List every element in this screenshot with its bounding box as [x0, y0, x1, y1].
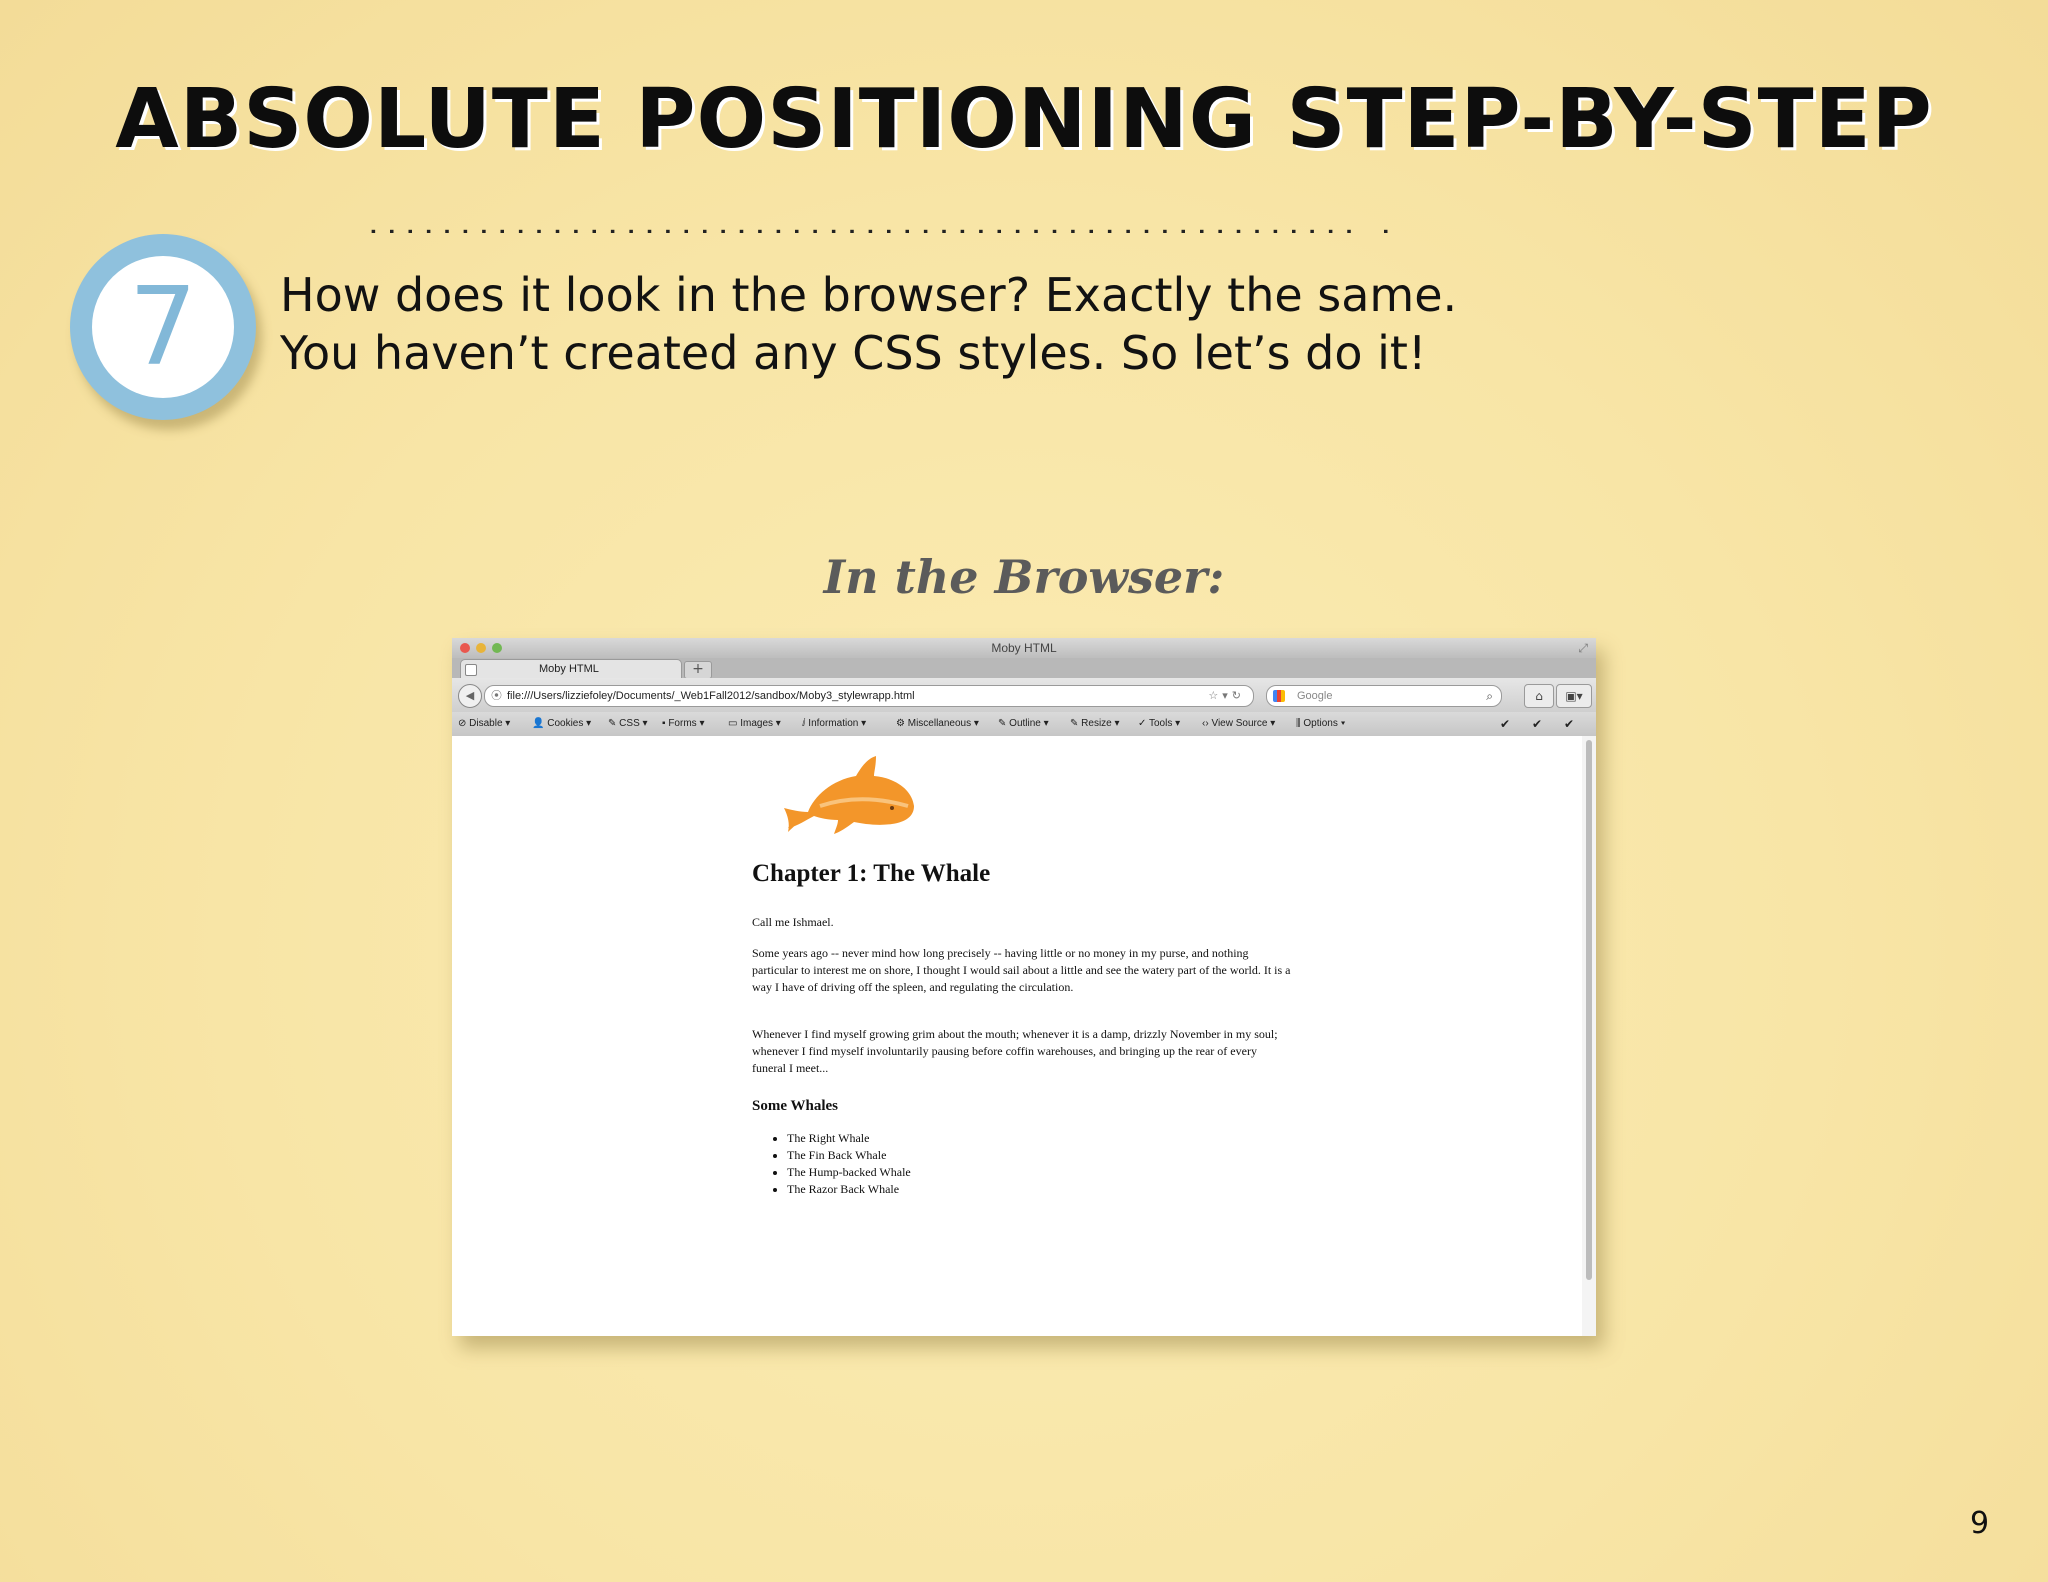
devbar-tools[interactable]: ✓ Tools ▾: [1138, 718, 1181, 729]
fullscreen-icon[interactable]: ⤢: [1578, 641, 1588, 655]
tab-label: Moby HTML: [539, 663, 599, 675]
devbar-css[interactable]: ✎ CSS ▾: [608, 718, 648, 729]
scrollbar-thumb[interactable]: [1586, 740, 1592, 1280]
paragraph-2: Some years ago -- never mind how long precisely -- having little or no money in my purse, and nothing particular to interest me on shore, I thought I would sail about a little and see the watery part of the world. It is a way I have of driving off the spleen, and regulating the circulation.: [752, 946, 1291, 994]
minimize-window-button[interactable]: [476, 643, 486, 653]
home-button[interactable]: ⌂: [1524, 684, 1554, 708]
tab-checkbox-icon[interactable]: [465, 664, 477, 676]
list-item: • The Hump-backed Whale: [787, 1164, 911, 1181]
whale-image: [780, 750, 920, 836]
search-icon[interactable]: ⌕: [1486, 689, 1493, 703]
devbar-resize[interactable]: ✎ Resize ▾: [1070, 718, 1120, 729]
search-input[interactable]: [1266, 685, 1502, 707]
whale-list: [752, 1130, 911, 1198]
view-menu-button[interactable]: ▣▾: [1556, 684, 1592, 708]
step-badge: [70, 234, 256, 420]
devbar-view-source[interactable]: ‹› View Source ▾: [1202, 718, 1276, 729]
devbar-forms[interactable]: ▪ Forms ▾: [662, 718, 705, 729]
browser-window: [452, 638, 1596, 1336]
devbar-outline[interactable]: ✎ Outline ▾: [998, 718, 1049, 729]
devbar-miscellaneous[interactable]: ⚙ Miscellaneous ▾: [896, 718, 979, 729]
google-icon[interactable]: [1273, 690, 1285, 702]
devbar-cookies[interactable]: 👤 Cookies ▾: [532, 718, 592, 729]
list-item: • The Right Whale: [787, 1130, 911, 1147]
vertical-scrollbar[interactable]: [1582, 736, 1596, 1336]
back-button[interactable]: ◀: [458, 684, 482, 708]
tab-moby-html[interactable]: [460, 659, 682, 679]
search-placeholder: Google: [1297, 690, 1333, 702]
site-info-icon[interactable]: ⦿: [491, 690, 502, 702]
zoom-window-button[interactable]: [492, 643, 502, 653]
navigation-bar: [452, 678, 1596, 712]
browser-caption: In the Browser:: [823, 550, 1225, 604]
paragraph-1: Call me Ishmael.: [752, 915, 834, 929]
close-window-button[interactable]: [460, 643, 470, 653]
step-number: 7: [92, 256, 234, 398]
url-text: file:///Users/lizziefoley/Documents/_Web1Fall2012/sandbox/Moby3_stylewrapp.html: [507, 690, 915, 702]
tab-bar: [452, 658, 1596, 678]
validation-check-icon-2[interactable]: ✔: [1532, 717, 1543, 731]
window-title: Moby HTML: [991, 641, 1057, 655]
bookmark-reload-icons[interactable]: ☆▾↻: [1208, 690, 1245, 702]
validation-check-icon-3[interactable]: ✔: [1564, 717, 1575, 731]
step-line-1: How does it look in the browser? Exactly the same.: [280, 268, 1458, 322]
devbar-disable[interactable]: ⊘ Disable ▾: [458, 718, 511, 729]
devbar-options[interactable]: ⫼ Options ▾: [1296, 718, 1346, 729]
slide-title: ABSOLUTE POSITIONING STEP-BY-STEP: [115, 72, 1933, 167]
dotted-divider: ...................................................... .: [368, 203, 1399, 233]
list-item: • The Razor Back Whale: [787, 1181, 911, 1198]
browser-titlebar: [452, 638, 1596, 658]
step-text: [280, 266, 1780, 382]
page-number: 9: [1970, 1506, 1990, 1541]
web-developer-toolbar: [452, 712, 1596, 737]
new-tab-button[interactable]: +: [684, 661, 712, 679]
address-bar[interactable]: [484, 685, 1254, 707]
list-item: • The Fin Back Whale: [787, 1147, 911, 1164]
webpage-content: [452, 736, 1582, 1336]
step-line-2: You haven’t created any CSS styles. So let’s do it!: [280, 326, 1427, 380]
chapter-heading: Chapter 1: The Whale: [752, 860, 991, 887]
whales-subheading: Some Whales: [752, 1098, 838, 1114]
paragraph-3: Whenever I find myself growing grim about the mouth; whenever it is a damp, drizzly November in my soul; whenever I find myself involuntarily pausing before coffin warehouses, and bringing up the rear of every funeral I meet...: [752, 1027, 1278, 1075]
validation-check-icon-1[interactable]: ✔: [1500, 717, 1511, 731]
devbar-images[interactable]: ▭ Images ▾: [728, 718, 781, 729]
devbar-information[interactable]: ⅈ Information ▾: [802, 718, 867, 729]
